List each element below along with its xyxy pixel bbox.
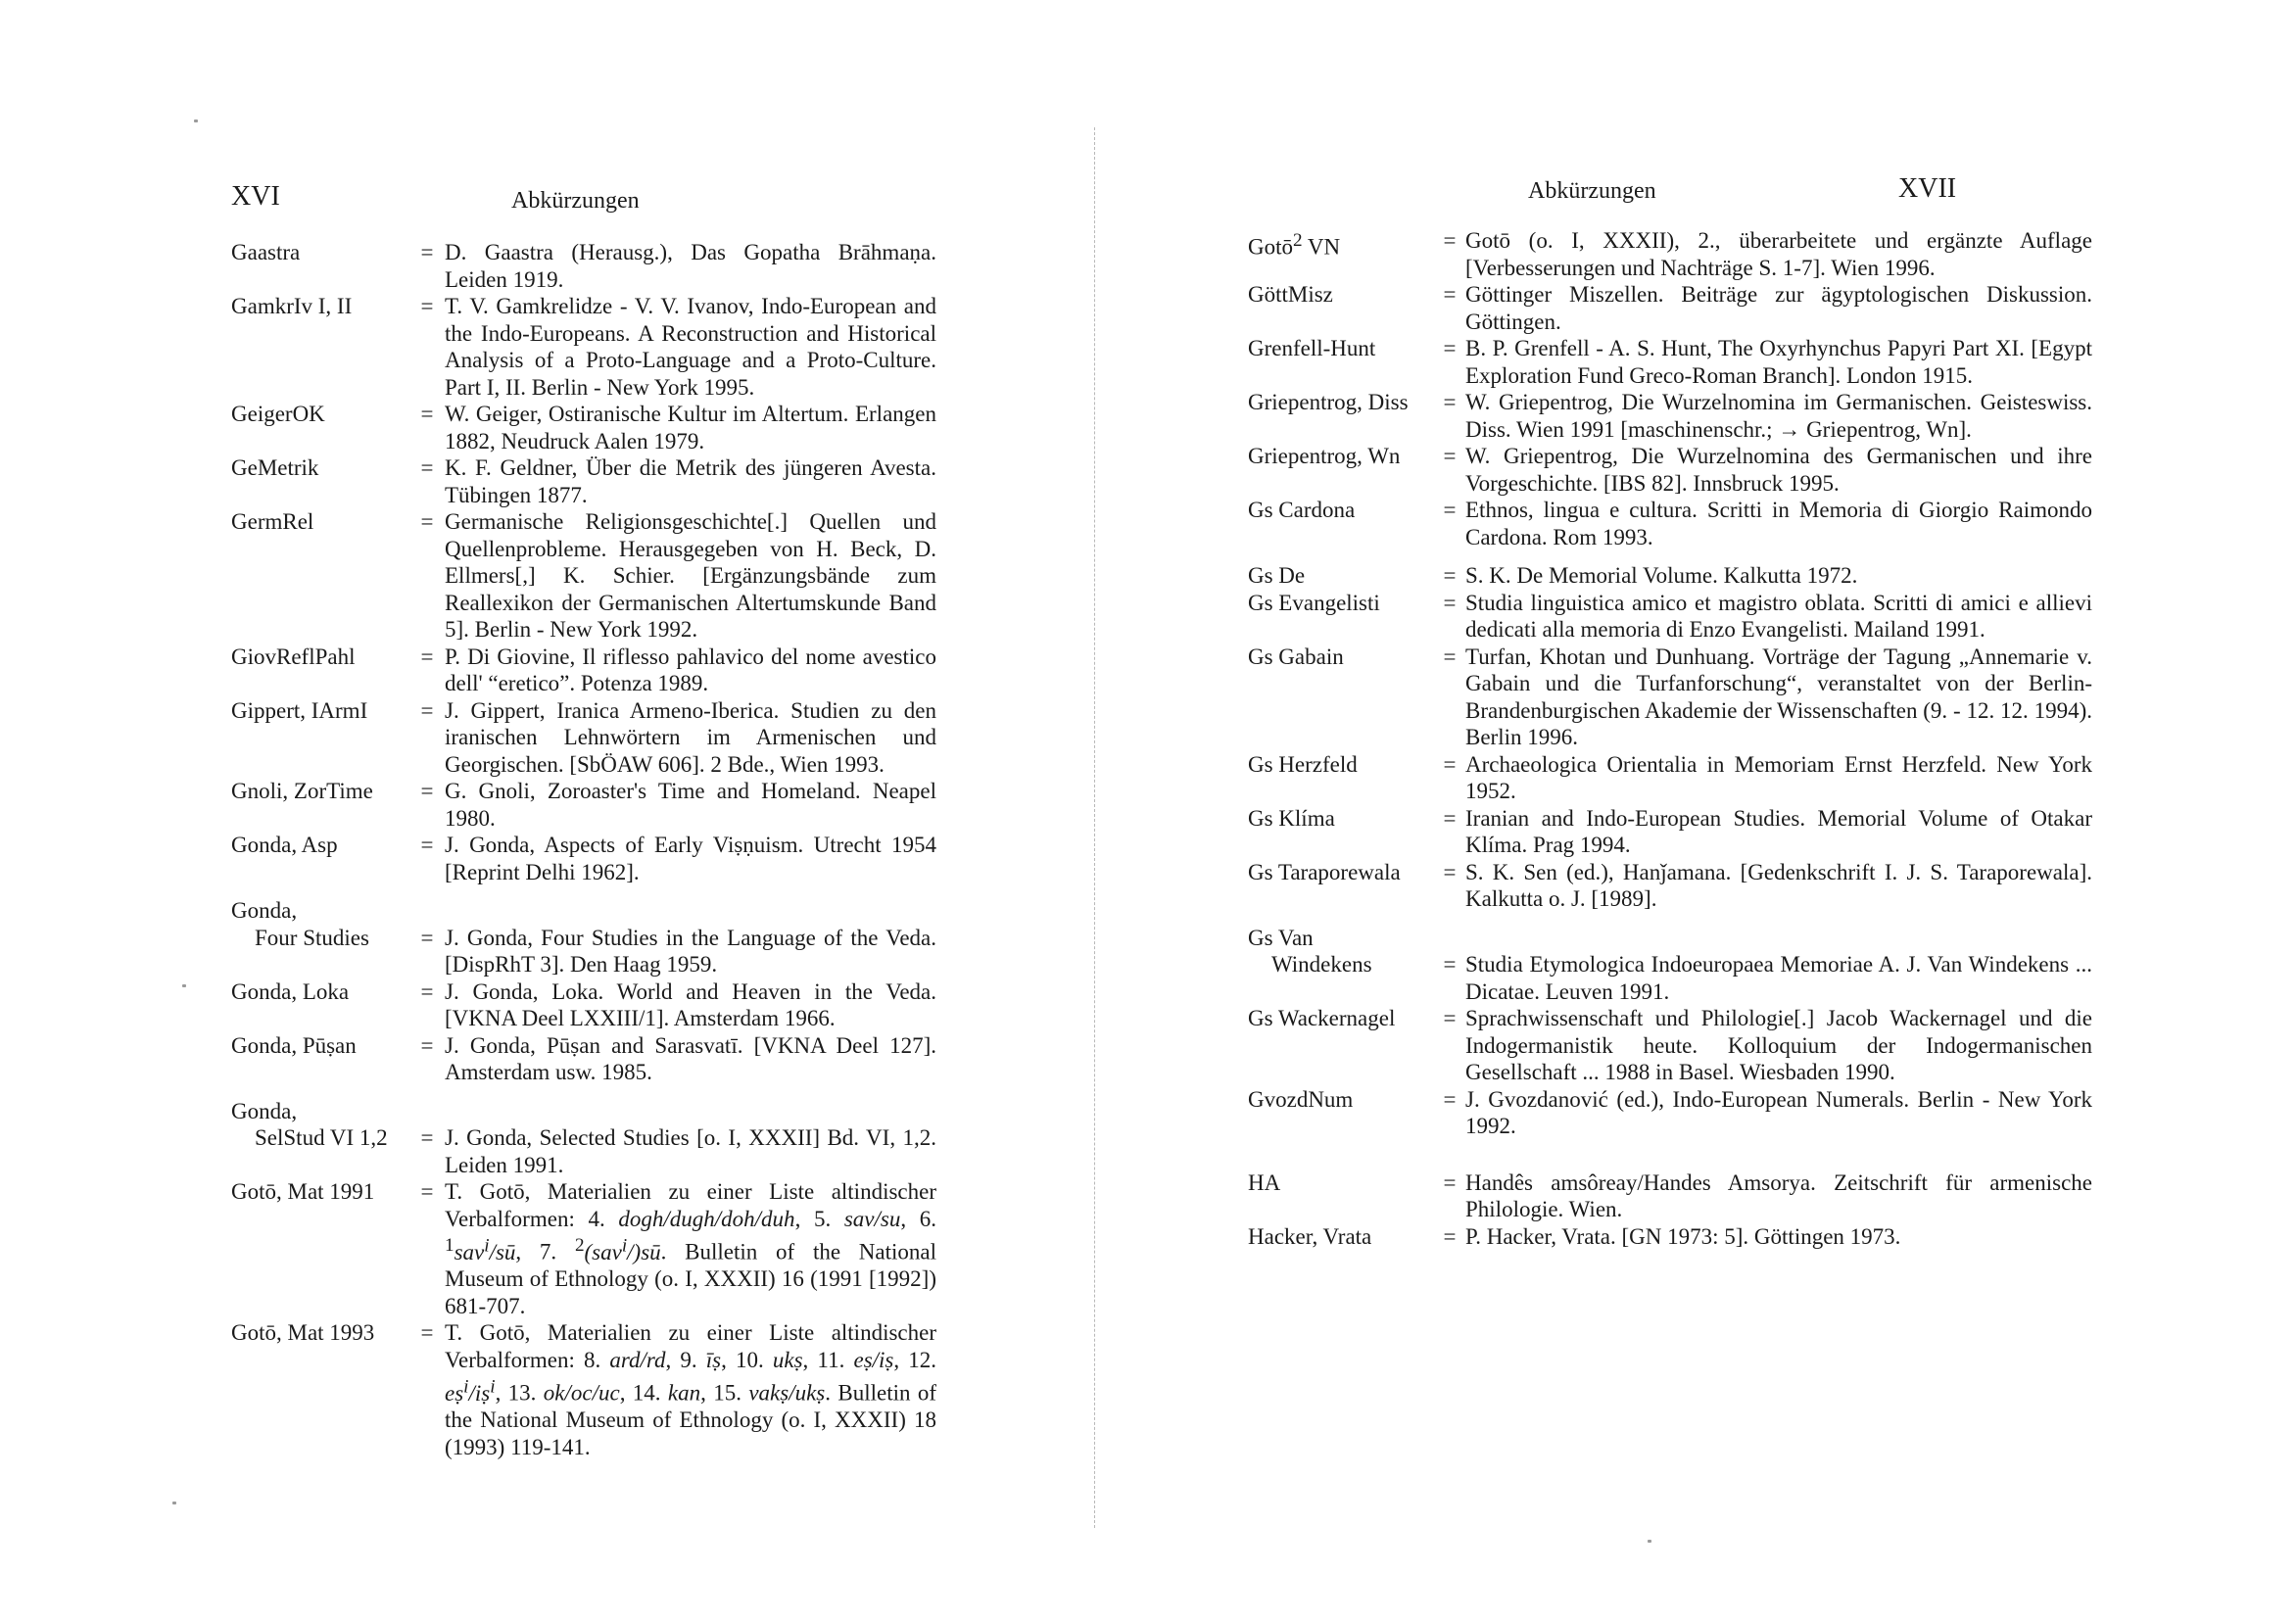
abbreviation-entry	[1248, 389, 2092, 443]
equals-sign: =	[1443, 590, 1457, 615]
equals-sign: =	[1443, 952, 1457, 977]
equals-sign: =	[1443, 1169, 1457, 1195]
abbreviation-entry	[231, 778, 936, 832]
page-number: XVI	[231, 181, 280, 212]
abbreviation-term: Gonda, SelStud VI 1,2	[231, 1098, 388, 1150]
equals-sign: =	[420, 509, 434, 534]
abbreviation-term: GamkrIv I, II	[231, 294, 353, 318]
abbreviation-term: GöttMisz	[1248, 282, 1333, 307]
abbreviation-definition: Germanische Religionsgeschichte[.] Quellen und Quellenprobleme. Herausgegeben von H. Beck, D. Ellmers[,] K. Schier. [Ergänzungsbände zum Reallexikon der Germanischen Altertumskunde Band 5]. Berlin - New York 1992.	[445, 509, 936, 642]
abbreviation-definition: J. Gonda, Aspects of Early Viṣṇuism. Utrecht 1954 [Reprint Delhi 1962].	[445, 833, 936, 884]
abbreviation-entry	[231, 293, 936, 401]
abbreviation-entry	[1248, 859, 2092, 913]
abbreviation-entry	[231, 401, 936, 454]
abbreviation-term: HA	[1248, 1169, 1281, 1195]
abbreviation-entry	[231, 454, 936, 508]
abbreviation-term: Griepentrog, Wn	[1248, 444, 1401, 468]
running-title: Abkürzungen	[1528, 178, 1656, 204]
abbreviation-entry	[231, 1098, 936, 1179]
abbreviation-definition: T. V. Gamkrelidze - V. V. Ivanov, Indo-European and the Indo-Europeans. A Reconstruction and Historical Analysis of a Proto-Language and a Proto-Culture. Part I, II. Berlin - New York 1995.	[445, 294, 936, 400]
abbreviation-term: Gs Taraporewala	[1248, 859, 1401, 884]
running-title: Abkürzungen	[511, 188, 640, 214]
abbreviation-definition: J. Gonda, Loka. World and Heaven in the Veda. [VKNA Deel LXXIII/1]. Amsterdam 1966.	[445, 978, 936, 1030]
abbreviation-entry	[231, 1032, 936, 1086]
equals-sign: =	[1443, 805, 1457, 831]
abbreviation-definition: G. Gnoli, Zoroaster's Time and Homeland. Neapel 1980.	[445, 779, 936, 831]
abbreviation-entry	[231, 1178, 936, 1319]
abbreviation-term: Hacker, Vrata	[1248, 1223, 1372, 1249]
equals-sign: =	[420, 402, 434, 426]
abbreviation-term: Gonda, Asp	[231, 833, 338, 857]
abbreviation-definition: K. F. Geldner, Über die Metrik des jüngeren Avesta. Tübingen 1877.	[445, 455, 936, 507]
abbreviation-term: Gs Gabain	[1248, 644, 1344, 669]
abbreviation-entry	[1248, 281, 2092, 335]
abbreviation-term: Gonda, Loka	[231, 978, 350, 1004]
equals-sign: =	[1443, 498, 1457, 522]
abbreviation-entry	[1248, 805, 2092, 859]
abbreviation-definition: Handês amsôreay/Handes Amsorya. Zeitschrift für armenische Philologie. Wien.	[1465, 1169, 2092, 1221]
abbreviation-term: GvozdNum	[1248, 1086, 1354, 1112]
abbreviation-definition: Göttinger Miszellen. Beiträge zur ägyptologischen Diskussion. Göttingen.	[1465, 282, 2092, 334]
abbreviation-definition: Studia Etymologica Indoeuropaea Memoriae A. J. Van Windekens ... Dicatae. Leuven 1991.	[1465, 952, 2092, 1004]
abbreviation-term: Gs Wackernagel	[1248, 1006, 1396, 1030]
equals-sign: =	[420, 240, 434, 264]
abbreviation-term: Gs Evangelisti	[1248, 590, 1380, 615]
equals-sign: =	[1443, 228, 1457, 253]
abbreviation-definition: Archaeologica Orientalia in Memoriam Ernst Herzfeld. New York 1952.	[1465, 751, 2092, 803]
abbreviation-term: Gs Herzfeld	[1248, 751, 1358, 777]
abbreviation-definition: Ethnos, lingua e cultura. Scritti in Memoria di Giorgio Raimondo Cardona. Rom 1993.	[1465, 498, 2092, 549]
equals-sign: =	[420, 779, 434, 803]
abbreviation-term: GeigerOK	[231, 402, 325, 426]
abbreviation-definition: J. Gonda, Selected Studies [o. I, XXXII] Bd. VI, 1,2. Leiden 1991.	[445, 1125, 936, 1177]
equals-sign: =	[1443, 751, 1457, 777]
abbreviation-term: Grenfell-Hunt	[1248, 336, 1376, 360]
abbreviation-entry	[231, 697, 936, 779]
equals-sign: =	[420, 1125, 434, 1150]
abbreviation-entry	[1248, 1086, 2092, 1140]
abbreviation-entry	[1248, 925, 2092, 1006]
equals-sign: =	[420, 1032, 434, 1058]
abbreviation-term: Gonda, Four Studies	[231, 898, 369, 950]
abbreviation-definition: Turfan, Khotan und Dunhuang. Vorträge der Tagung „Annemarie v. Gabain und die Turfanforschung“, veranstaltet von der Berlin-Brandenburgischen Akademie der Wissenschaften (9. - 12. 12. 1994). Berlin 1996.	[1465, 644, 2092, 749]
abbreviation-entry	[1248, 1169, 2092, 1223]
equals-sign: =	[420, 1320, 434, 1346]
abbreviation-definition: T. Gotō, Materialien zu einer Liste altindischer Verbalformen: 8. ard/rd, 9. īṣ, 10. ukṣ, 11. eṣ/iṣ, 12. eṣ$^i$/iṣ$^i$, 13. ok/oc/uc, 14. kan, 15. vakṣ/ukṣ. Bulletin of the National Museum of Ethnology (o. I, XXXII) 18 (1993) 119-141.	[445, 1320, 937, 1459]
abbreviation-definition: S. K. De Memorial Volume. Kalkutta 1972.	[1465, 563, 1858, 588]
equals-sign: =	[420, 697, 434, 723]
abbreviation-term: GermRel	[231, 509, 314, 534]
abbreviation-term: Griepentrog, Diss	[1248, 390, 1409, 414]
abbreviation-entry	[1248, 644, 2092, 751]
abbreviation-definition: Studia linguistica amico et magistro oblata. Scritti di amici e allievi dedicati alla memoria di Enzo Evangelisti. Mailand 1991.	[1465, 590, 2092, 642]
abbreviation-list	[231, 239, 936, 1460]
abbreviation-term: Gs De	[1248, 563, 1306, 588]
abbreviation-entry	[231, 832, 936, 885]
abbreviation-definition: Sprachwissenschaft und Philologie[.] Jacob Wackernagel und die Indogermanistik heute. Kolloquium der Indogermanischen Gesellschaft ... 1988 in Basel. Wiesbaden 1990.	[1465, 1006, 2092, 1084]
abbreviation-definition: P. Di Giovine, Il riflesso pahlavico del nome avestico dell' “eretico”. Potenza 1989.	[445, 644, 936, 695]
abbreviation-entry	[231, 1319, 936, 1460]
equals-sign: =	[420, 1179, 434, 1204]
abbreviation-definition: W. Griepentrog, Die Wurzelnomina des Germanischen und ihre Vorgeschichte. [IBS 82]. Innsbruck 1995.	[1465, 444, 2092, 496]
abbreviation-term: Gs Klíma	[1248, 805, 1335, 831]
equals-sign: =	[1443, 336, 1457, 360]
abbreviation-definition: J. Gippert, Iranica Armeno-Iberica. Studien zu den iranischen Lehnwörtern im Armenischen und Georgischen. [SbÖAW 606]. 2 Bde., Wien 1993.	[445, 697, 936, 777]
abbreviation-entry	[1248, 590, 2092, 644]
equals-sign: =	[1443, 859, 1457, 884]
equals-sign: =	[1443, 444, 1457, 468]
abbreviation-definition: W. Geiger, Ostiranische Kultur im Altertum. Erlangen 1882, Neudruck Aalen 1979.	[445, 402, 936, 453]
equals-sign: =	[420, 833, 434, 857]
abbreviation-term: Gs Van Windekens	[1248, 925, 1372, 977]
abbreviation-term: GiovReflPahl	[231, 644, 356, 669]
abbreviation-term: Gippert, IArmI	[231, 697, 368, 723]
abbreviation-definition: B. P. Grenfell - A. S. Hunt, The Oxyrhynchus Papyri Part XI. [Egypt Exploration Fund Greco-Roman Branch]. London 1915.	[1465, 336, 2092, 388]
equals-sign: =	[1443, 1006, 1457, 1030]
abbreviation-definition: D. Gaastra (Herausg.), Das Gopatha Brāhmaṇa. Leiden 1919.	[445, 240, 936, 292]
right-page	[1097, 0, 2296, 1622]
abbreviation-entry	[1248, 1223, 2092, 1251]
equals-sign: =	[420, 978, 434, 1004]
abbreviation-definition: J. Gvozdanović (ed.), Indo-European Numerals. Berlin - New York 1992.	[1465, 1086, 2092, 1138]
abbreviation-entry	[1248, 335, 2092, 389]
abbreviation-definition: T. Gotō, Materialien zu einer Liste altindischer Verbalformen: 4. dogh/dugh/doh/duh, 5. sav/su, 6. $^1$sav$^i$/sū, 7. $^2$(sav$^i$/)sū. Bulletin of the National Museum of Ethnology (o. I, XXXII) 16 (1991 [1992]) 681-707.	[445, 1179, 937, 1318]
equals-sign: =	[420, 925, 434, 950]
equals-sign: =	[1443, 644, 1457, 669]
abbreviation-term: Gnoli, ZorTime	[231, 779, 373, 803]
abbreviation-term: Gaastra	[231, 240, 301, 264]
abbreviation-entry	[1248, 751, 2092, 805]
abbreviation-term: Gotō, Mat 1993	[231, 1320, 375, 1346]
abbreviation-term: Gotō$^2$ VN	[1248, 230, 1341, 260]
equals-sign: =	[1443, 1086, 1457, 1112]
abbreviation-term: Gonda, Pūṣan	[231, 1032, 357, 1058]
abbreviation-term: GeMetrik	[231, 455, 319, 480]
abbreviation-entry	[231, 508, 936, 644]
abbreviation-definition: P. Hacker, Vrata. [GN 1973: 5]. Göttingen 1973.	[1465, 1223, 1901, 1249]
equals-sign: =	[1443, 1223, 1457, 1249]
left-page	[0, 0, 1097, 1622]
abbreviation-definition: J. Gonda, Pūṣan and Sarasvatī. [VKNA Deel 127]. Amsterdam usw. 1985.	[445, 1032, 936, 1084]
abbreviation-term: Gotō, Mat 1991	[231, 1179, 375, 1204]
equals-sign: =	[420, 455, 434, 480]
abbreviation-definition: S. K. Sen (ed.), Hanǰamana. [Gedenkschrift I. J. S. Taraporewala]. Kalkutta o. J. [1989].	[1465, 859, 2092, 911]
equals-sign: =	[1443, 390, 1457, 414]
abbreviation-definition: Gotō (o. I, XXXII), 2., überarbeitete und ergänzte Auflage [Verbesserungen und Nachträge S. 1-7]. Wien 1996.	[1465, 228, 2092, 280]
abbreviation-list	[1248, 227, 2092, 1250]
abbreviation-entry	[231, 644, 936, 697]
equals-sign: =	[1443, 282, 1457, 307]
abbreviation-definition: J. Gonda, Four Studies in the Language of the Veda. [DispRhT 3]. Den Haag 1959.	[445, 925, 936, 977]
equals-sign: =	[420, 644, 434, 669]
abbreviation-entry	[1248, 1005, 2092, 1086]
equals-sign: =	[1443, 563, 1457, 588]
page-number: XVII	[1898, 173, 1957, 204]
abbreviation-entry	[231, 239, 936, 293]
abbreviation-term: Gs Cardona	[1248, 498, 1356, 522]
abbreviation-entry	[231, 897, 936, 978]
abbreviation-entry	[231, 978, 936, 1032]
abbreviation-entry	[1248, 562, 2092, 590]
abbreviation-entry	[1248, 497, 2092, 550]
abbreviation-definition: W. Griepentrog, Die Wurzelnomina im Germanischen. Geisteswiss. Diss. Wien 1991 [maschinenschr.; → Griepentrog, Wn].	[1465, 390, 2092, 442]
abbreviation-entry	[1248, 227, 2092, 281]
abbreviation-definition: Iranian and Indo-European Studies. Memorial Volume of Otakar Klíma. Prag 1994.	[1465, 805, 2092, 857]
abbreviation-entry	[1248, 443, 2092, 497]
equals-sign: =	[420, 294, 434, 318]
